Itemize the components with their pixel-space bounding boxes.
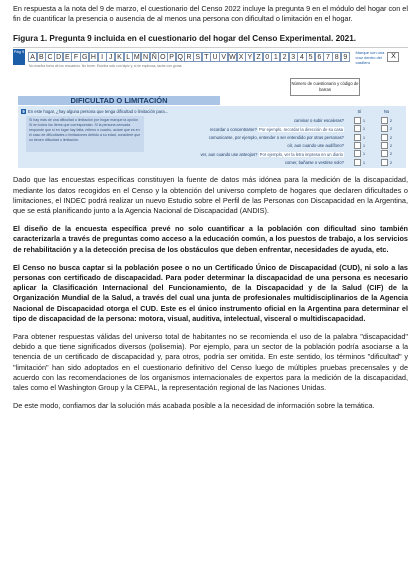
letter-cell: 3 (289, 52, 298, 62)
option-code: 1 (362, 142, 366, 148)
letter-cell: Ñ (150, 52, 159, 62)
letter-cell: 5 (306, 52, 315, 62)
cuestionario-box: Número de cuestionario y código de barras (290, 78, 360, 96)
letter-cell: A (28, 52, 37, 62)
paragraph-conclusion: De este modo, confiamos dar la solución más acabada posible a la necesidad de información sobre la temática. (13, 401, 375, 411)
letter-guide (28, 52, 349, 62)
letter-cell: 2 (280, 52, 289, 62)
option-code: 2 (389, 142, 393, 148)
no-checkbox[interactable] (381, 134, 388, 141)
letter-cell: Q (177, 54, 183, 62)
section-title: DIFICULTAD O LIMITACIÓN (18, 96, 220, 105)
page-tag: Pág 9 (13, 49, 25, 65)
paragraph-respuestas: Para obtener respuestas válidas del universo total de habitantes no se recomienda el uso de la palabra "discapacidad" debido a que tiene significados diversos (polisemia). Por ejemplo, para un sector de la población podría asociarse a la tenencia de un certificado de discapacidad y, para otros, podría ser omitida. En este sentido, los términos "dificultad" y "limitación" han sido adoptados en el cuestionario definitivo del Censo luego de múltiples pruebas precensales y de acuerdo con las recomendaciones de los organismos internacionales de expertos para la medición de la discapacidad, tales como el Washington Group y la CEPAL, la representación regional de las Naciones Unidas. (13, 332, 408, 393)
question-text: En este hogar, ¿hay alguna persona que tenga dificultad o limitación para... (28, 109, 169, 115)
question-items (200, 117, 344, 167)
question-item (200, 159, 344, 167)
question-item (200, 151, 344, 159)
paragraph-censo-cud-text: El Censo no busca captar si la población posee o no un Certificado Único de Discapacidad (CUD), ni solo a las personas con certificado de discapacidad. Para poder determinar la discapacidad de una persona es necesario aplicar la Clasificación Internacional del Funcionamiento, de la Discapacidad y de la Salud (CIF) de la Organización Mundial de la Salud, a través del cual una junta de profesionales multidisciplinarios de la Agencia Nacional de Discapacidad otorga el CUD. Este es el único instrumento oficial en la Argentina para determinar el tipo de discapacidad de la persona: motora, visual, auditiva, intelectual, visceral o multidiscapacidad. (13, 262, 408, 323)
marca-label: Marque con una cruz dentro del casillero (355, 49, 385, 65)
letter-cell: 8 (332, 52, 341, 62)
si-checkbox[interactable] (354, 125, 361, 132)
question-item-text: comer, bañarse o vestirse solo? (284, 159, 344, 165)
letters-note: No escriba fuera de los recuadros. No borre. Escriba solo con lápiz y, si se equivoca, tache con goma. (29, 64, 183, 69)
column-si: Sí (357, 109, 362, 115)
no-checkbox[interactable] (381, 142, 388, 149)
paragraph-encuestas: Dado que las encuestas específicas constituyen la fuente de datos más idónea para la medición de la discapacidad, mediante los datos recogidos en el Censo y la obtención del universo completo de hogares que declaren dificultades o limitaciones, el INDEC podrá realizar un nuevo Estudio sobre el Perfil de las Personas con Discapacidad en la Argentina, que se está planificando junto a la Agencia Nacional de Discapacidad (ANDIS). (13, 175, 408, 216)
option-code: 1 (362, 151, 366, 157)
figure-title: Figura 1. Pregunta 9 incluida en el cuestionario del hogar del Censo Experimental. 2021. (13, 34, 357, 44)
question-block (18, 106, 406, 168)
answer-columns (346, 109, 400, 166)
question-item (200, 126, 344, 134)
letter-cell: T (202, 52, 211, 62)
answer-row (346, 150, 400, 158)
question-9 (21, 109, 168, 114)
letter-cell: O (160, 54, 166, 62)
letter-cell: M (133, 54, 140, 62)
letter-cell: V (219, 52, 228, 62)
letter-cell: K (115, 52, 124, 62)
option-code: 2 (389, 151, 393, 157)
letter-cell: W (229, 54, 236, 62)
letter-cell: 0 (263, 52, 272, 62)
census-form-figure (13, 47, 408, 175)
letter-cell: X (237, 52, 246, 62)
question-item (200, 142, 344, 150)
si-checkbox[interactable] (354, 150, 361, 157)
paragraph-censo-cud (13, 263, 408, 324)
si-checkbox[interactable] (354, 159, 361, 166)
letter-cell: U (210, 52, 219, 62)
question-item-hint: Por ejemplo, ver la letra impresa en un diario (259, 151, 343, 157)
option-code: 2 (389, 134, 393, 140)
letter-cell: P (167, 52, 176, 62)
no-checkbox[interactable] (381, 117, 388, 124)
marca-example-box: X (387, 52, 399, 62)
si-checkbox[interactable] (354, 134, 361, 141)
paragraph-diseno: El diseño de la encuesta específica prevé no solo cuantificar a la población con dificultad sino también caracterizarla a través de preguntas como acceso a la educación común, a los puestos de trabajo, a los servicios de rehabilitación y a la detección precisa de los obstáculos que deben enfrentar, necesidades de ayuda, etc. (13, 224, 408, 254)
letter-cell: S (193, 52, 202, 62)
letter-cell: 4 (297, 52, 306, 62)
letter-cell: B (37, 52, 46, 62)
question-item-text: caminar o subir escaleras? (293, 118, 344, 124)
no-checkbox[interactable] (381, 159, 388, 166)
no-checkbox[interactable] (381, 125, 388, 132)
letter-cell: R (184, 52, 193, 62)
option-code: 1 (362, 159, 366, 165)
answer-row (346, 116, 400, 124)
letter-cell: Z (254, 52, 263, 62)
question-item-text: recordar o concentrarse? (210, 126, 257, 132)
paragraph-intro: En respuesta a la nota del 9 de marzo, el cuestionario del Censo 2022 incluye la pregunta 9 en el módulo del hogar con el fin de cuantificar la presencia o ausencia de al menos una persona con dificultad o limitación en el hogar. (13, 4, 408, 24)
letter-cell: N (141, 52, 150, 62)
option-code: 1 (362, 118, 366, 124)
question-item (200, 134, 344, 142)
letter-cell: J (106, 52, 115, 62)
letter-cell: 7 (323, 52, 332, 62)
letter-cell: 1 (271, 52, 280, 62)
question-item-text: ver, aun cuando use anteojos? (200, 151, 258, 157)
letter-cell: I (98, 52, 107, 62)
letter-cell: L (124, 52, 133, 62)
option-code: 1 (362, 126, 366, 132)
question-item (200, 117, 344, 125)
question-item-text: oír, aun cuando use audífono? (287, 143, 344, 149)
answer-row (346, 141, 400, 149)
no-checkbox[interactable] (381, 150, 388, 157)
answer-row (346, 133, 400, 141)
answer-row (346, 125, 400, 133)
option-code: 2 (389, 159, 393, 165)
letter-cell: C (45, 52, 54, 62)
letter-cell: G (81, 54, 88, 62)
option-code: 2 (389, 118, 393, 124)
letter-cell: E (63, 52, 72, 62)
question-number: 9 (22, 109, 25, 115)
letter-cell: D (54, 52, 63, 62)
question-item-text: comunicarse, por ejemplo, entender o ser entendido por otras personas? (208, 135, 344, 140)
option-code: 1 (362, 134, 366, 140)
letter-cell: 9 (341, 52, 350, 62)
si-checkbox[interactable] (354, 117, 361, 124)
question-item-hint: Por ejemplo, recordar la dirección de su casa (258, 126, 343, 132)
si-checkbox[interactable] (354, 142, 361, 149)
letter-cell: 6 (315, 52, 324, 62)
option-code: 2 (389, 126, 393, 132)
letter-cell: Y (245, 52, 254, 62)
letter-cell: F (71, 52, 80, 62)
column-no: No (383, 109, 390, 115)
letter-cell: H (89, 52, 98, 62)
instructions-box: Si hay más de una dificultad o limitación por hogar marque la opción Sí en todos los ítems que correspondan. Si la persona censada responde que sí en lugar hay falta, relleno o cuadro, aclare que es en el caso de dificultades o limitaciones debido a su edad, considere que no tienen dificultad o limitación. (26, 116, 144, 152)
answer-row (346, 158, 400, 166)
